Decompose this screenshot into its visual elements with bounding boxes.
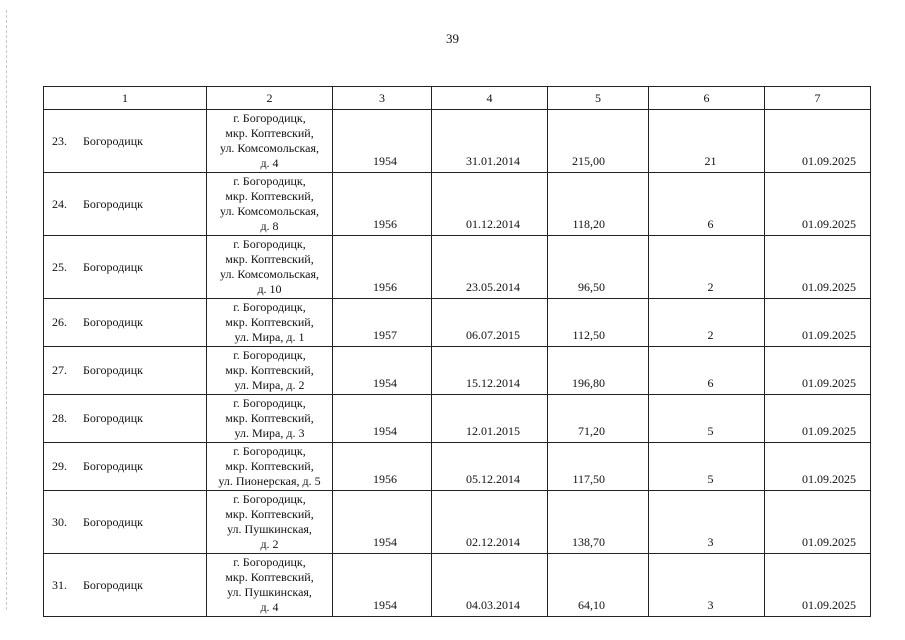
row-deadline: 01.09.2025 [765, 395, 871, 443]
row-date: 12.01.2015 [432, 395, 548, 443]
row-settlement-name: Богородицк [83, 196, 143, 211]
table-row [44, 491, 871, 554]
header-row [44, 87, 871, 110]
housing-table [43, 86, 871, 617]
row-address: г. Богородицк, мкр. Коптевский, ул. Мира, д. 2 [207, 347, 333, 395]
header-cell-4: 4 [432, 87, 548, 110]
header-cell-1: 1 [44, 87, 207, 110]
row-name-cell [44, 347, 207, 395]
row-count: 21 [649, 110, 765, 173]
row-settlement-name: Богородицк [83, 315, 143, 329]
row-deadline: 01.09.2025 [765, 491, 871, 554]
row-settlement-name: Богородицк [83, 259, 143, 274]
row-count: 2 [649, 299, 765, 347]
table-row [44, 395, 871, 443]
row-deadline: 01.09.2025 [765, 236, 871, 299]
row-deadline: 01.09.2025 [765, 443, 871, 491]
row-deadline: 01.09.2025 [765, 173, 871, 236]
row-year: 1956 [333, 443, 432, 491]
row-name-cell [44, 395, 207, 443]
row-year: 1957 [333, 299, 432, 347]
row-date: 06.07.2015 [432, 299, 548, 347]
row-address: г. Богородицк, мкр. Коптевский, ул. Комсомольская, д. 4 [207, 110, 333, 173]
row-area: 71,20 [548, 395, 649, 443]
row-date: 31.01.2014 [432, 110, 548, 173]
header-cell-3: 3 [333, 87, 432, 110]
row-deadline: 01.09.2025 [765, 554, 871, 617]
row-settlement-name: Богородицк [83, 133, 143, 148]
row-number: 26. [52, 315, 67, 329]
margin-mark [6, 10, 7, 610]
row-settlement-name: Богородицк [83, 411, 143, 425]
row-address: г. Богородицк, мкр. Коптевский, ул. Мира, д. 3 [207, 395, 333, 443]
row-address: г. Богородицк, мкр. Коптевский, ул. Комсомольская, д. 10 [207, 236, 333, 299]
row-area: 117,50 [548, 443, 649, 491]
row-number: 24. [52, 196, 67, 211]
row-count: 6 [649, 173, 765, 236]
row-address: г. Богородицк, мкр. Коптевский, ул. Пушкинская, д. 4 [207, 554, 333, 617]
row-number: 23. [52, 133, 67, 148]
row-name-cell [44, 299, 207, 347]
row-year: 1954 [333, 395, 432, 443]
header-cell-5: 5 [548, 87, 649, 110]
row-number: 27. [52, 363, 67, 377]
row-date: 23.05.2014 [432, 236, 548, 299]
row-address: г. Богородицк, мкр. Коптевский, ул. Мира, д. 1 [207, 299, 333, 347]
row-settlement-name: Богородицк [83, 514, 143, 529]
row-year: 1954 [333, 491, 432, 554]
row-count: 6 [649, 347, 765, 395]
page-number: 39 [446, 31, 459, 46]
row-number: 28. [52, 411, 67, 425]
row-year: 1954 [333, 554, 432, 617]
row-count: 2 [649, 236, 765, 299]
row-address: г. Богородицк, мкр. Коптевский, ул. Пушкинская, д. 2 [207, 491, 333, 554]
row-settlement-name: Богородицк [83, 363, 143, 377]
row-area: 215,00 [548, 110, 649, 173]
row-date: 04.03.2014 [432, 554, 548, 617]
row-number: 25. [52, 259, 67, 274]
row-area: 138,70 [548, 491, 649, 554]
row-name-cell [44, 443, 207, 491]
row-deadline: 01.09.2025 [765, 110, 871, 173]
row-count: 5 [649, 395, 765, 443]
row-deadline: 01.09.2025 [765, 347, 871, 395]
table-row [44, 110, 871, 173]
row-count: 5 [649, 443, 765, 491]
row-count: 3 [649, 554, 765, 617]
row-name-cell [44, 554, 207, 617]
table-row [44, 173, 871, 236]
row-deadline: 01.09.2025 [765, 299, 871, 347]
row-number: 29. [52, 459, 67, 473]
table-row [44, 443, 871, 491]
row-count: 3 [649, 491, 765, 554]
row-year: 1956 [333, 173, 432, 236]
header-cell-6: 6 [649, 87, 765, 110]
row-name-cell [44, 110, 207, 173]
row-number: 30. [52, 514, 67, 529]
row-date: 01.12.2014 [432, 173, 548, 236]
row-date: 05.12.2014 [432, 443, 548, 491]
row-year: 1954 [333, 347, 432, 395]
row-area: 96,50 [548, 236, 649, 299]
row-settlement-name: Богородицк [83, 459, 143, 473]
table-row [44, 554, 871, 617]
row-date: 15.12.2014 [432, 347, 548, 395]
header-cell-2: 2 [207, 87, 333, 110]
row-address: г. Богородицк, мкр. Коптевский, ул. Комсомольская, д. 8 [207, 173, 333, 236]
row-area: 118,20 [548, 173, 649, 236]
row-area: 64,10 [548, 554, 649, 617]
row-area: 112,50 [548, 299, 649, 347]
row-address: г. Богородицк, мкр. Коптевский, ул. Пионерская, д. 5 [207, 443, 333, 491]
row-year: 1956 [333, 236, 432, 299]
table-row [44, 347, 871, 395]
row-area: 196,80 [548, 347, 649, 395]
row-name-cell [44, 236, 207, 299]
table-row [44, 236, 871, 299]
row-name-cell [44, 173, 207, 236]
row-date: 02.12.2014 [432, 491, 548, 554]
row-year: 1954 [333, 110, 432, 173]
row-name-cell [44, 491, 207, 554]
table-row [44, 299, 871, 347]
row-number: 31. [52, 577, 67, 592]
row-settlement-name: Богородицк [83, 577, 143, 592]
header-cell-7: 7 [765, 87, 871, 110]
